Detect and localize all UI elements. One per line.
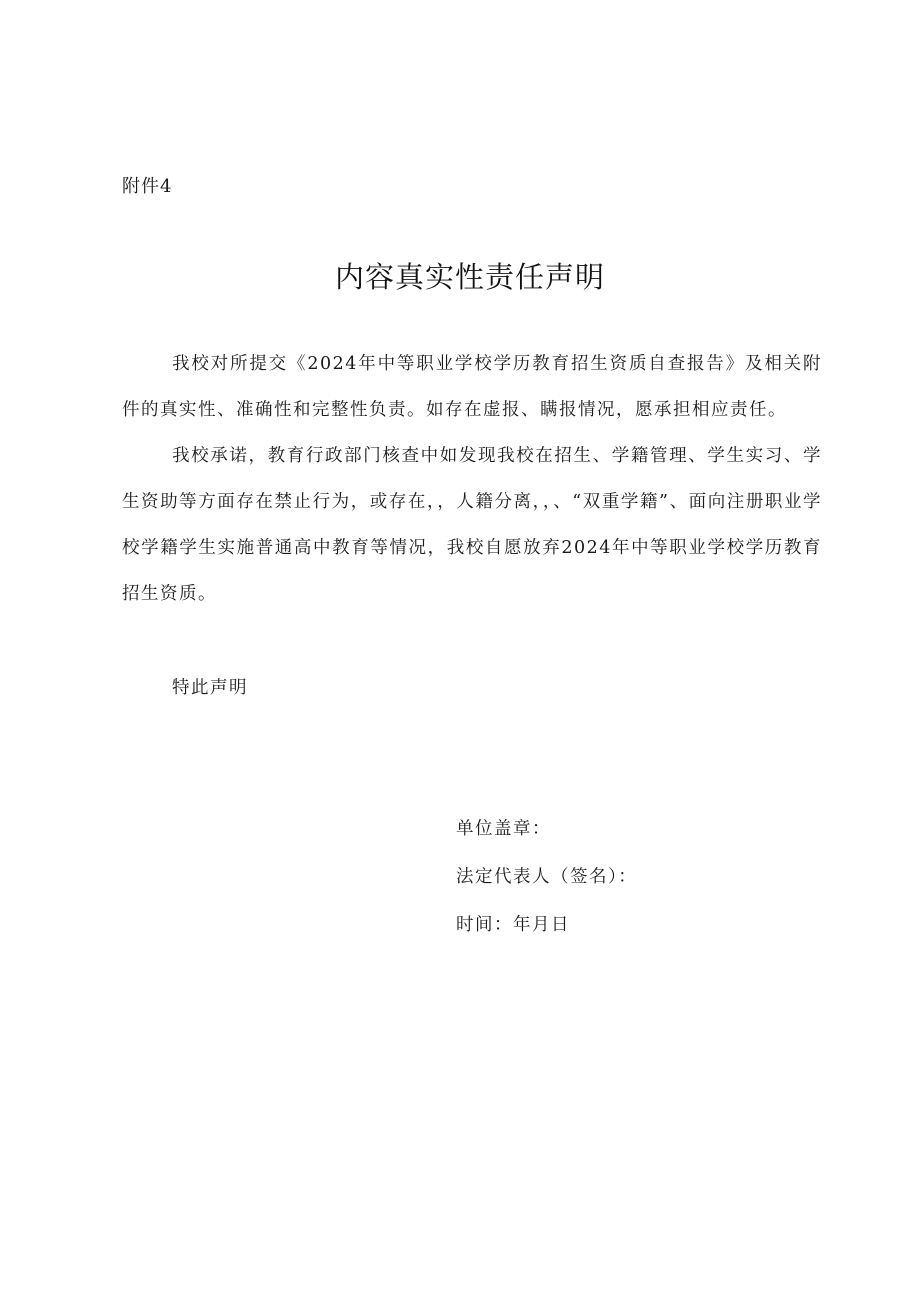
seal-line: 单位盖章： xyxy=(456,819,551,839)
document-title: 内容真实性责任声明 xyxy=(334,260,605,294)
legal-rep-line: 法定代表人（签名）： xyxy=(456,867,638,887)
date-line: 时间：年月日 xyxy=(456,915,570,935)
paragraph-responsibility: 我校对所提交《2024年中等职业学校学历教育招生资质自查报告》及相关附件的真实性、准确性和完整性负责。如存在虚报、瞒报情况，愿承担相应责任。 xyxy=(122,354,822,420)
signature-block xyxy=(456,812,637,956)
attachment-label: 附件4 xyxy=(122,176,173,197)
closing-statement: 特此声明 xyxy=(172,678,248,698)
paragraph-commitment: 我校承诺，教育行政部门核查中如发现我校在招生、学籍管理、学生实习、学生资助等方面存在禁止行为，或存在，，人籍分离，，、“双重学籍”、面向注册职业学校学籍学生实施普通高中教育等情况，我校自愿放弃2024年中等职业学校学历教育招生资质。 xyxy=(122,446,822,604)
